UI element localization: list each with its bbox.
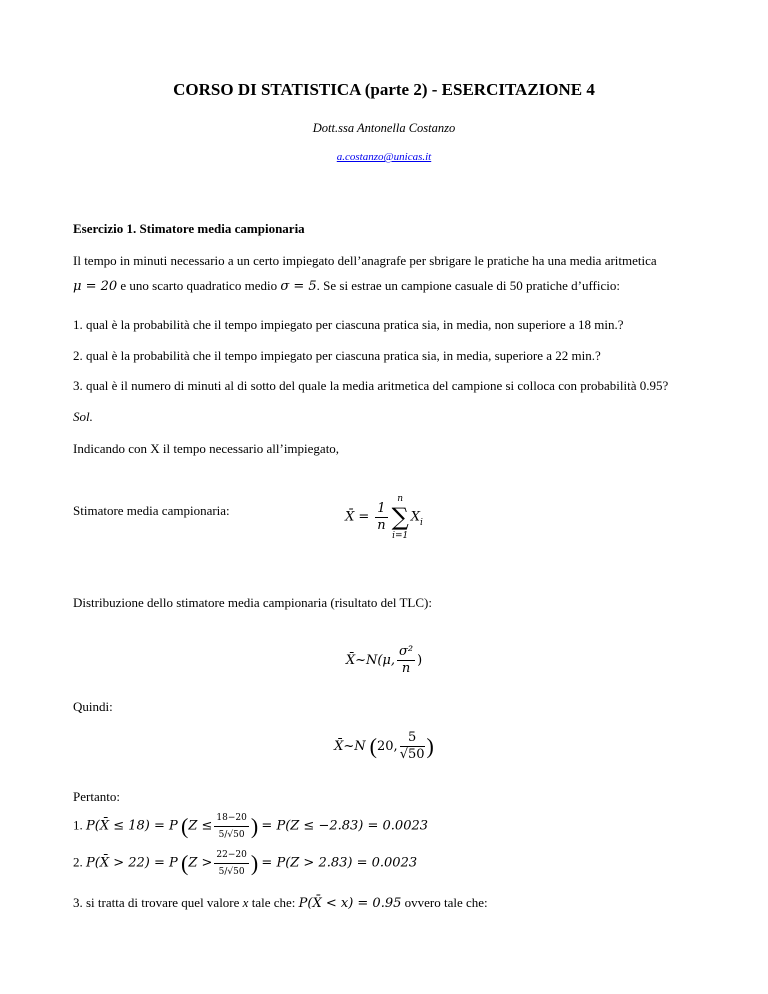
document-title: CORSO DI STATISTICA (parte 2) - ESERCITAZIONE 4 bbox=[173, 80, 595, 99]
result-1-prefix: 1. bbox=[73, 817, 86, 833]
result-1-fraction bbox=[214, 810, 248, 843]
fraction-denominator: 5/√50 bbox=[218, 830, 245, 840]
distribution-label: Distribuzione dello stimatore media campionaria (risultato del TLC): bbox=[73, 595, 432, 610]
result-3-end: ovvero tale che: bbox=[401, 895, 488, 910]
result-2-right: = P(Z > 2.83) = 0.0023 bbox=[261, 855, 418, 871]
one-over-n-fraction bbox=[375, 501, 387, 534]
sum-lower-limit: i=1 bbox=[392, 531, 409, 541]
result-3-text: 3. si tratta di trovare quel valore bbox=[73, 895, 243, 910]
distribution2-left: X̄~N bbox=[334, 739, 366, 755]
sigma2-over-n-fraction bbox=[397, 644, 415, 677]
sigma-value: σ = 5 bbox=[280, 279, 317, 294]
exercise-intro-line1: Il tempo in minuti necessario a un certo impiegato dell’anagrafe per sbrigare le pratiche ha una media aritmetica bbox=[73, 253, 657, 268]
right-paren: ) bbox=[426, 733, 434, 759]
fraction-numerator: 5 bbox=[400, 730, 425, 747]
left-paren: ( bbox=[181, 813, 189, 839]
distribution2-mean: 20, bbox=[377, 739, 398, 755]
question-2: 2. qual è la probabilità che il tempo impiegato per ciascuna pratica sia, in media, superiore a 22 min.? bbox=[73, 348, 601, 363]
estimator-label: Stimatore media campionaria: bbox=[73, 503, 230, 518]
summation bbox=[392, 492, 409, 542]
author-name: Dott.ssa Antonella Costanzo bbox=[312, 121, 456, 135]
fraction-denominator: 5/√50 bbox=[218, 867, 245, 877]
left-paren: ( bbox=[369, 733, 377, 759]
result-1-z: Z ≤ bbox=[188, 818, 213, 834]
author-email-link[interactable]: a.costanzo@unicas.it bbox=[336, 151, 432, 163]
right-paren: ) bbox=[250, 850, 259, 876]
fraction-denominator: n bbox=[401, 661, 411, 676]
fraction-numerator: 22−20 bbox=[214, 847, 248, 864]
result-1 bbox=[73, 810, 428, 843]
fraction-denominator: √50 bbox=[399, 747, 425, 762]
distribution-formula bbox=[0, 644, 768, 677]
solution-label: Sol. bbox=[73, 409, 93, 424]
question-1: 1. qual è la probabilità che il tempo impiegato per ciascuna pratica sia, in media, non superiore a 18 min.? bbox=[73, 317, 624, 332]
fraction-numerator: 18−20 bbox=[214, 810, 248, 827]
result-2-prefix: 2. bbox=[73, 854, 86, 870]
exercise-intro-line2 bbox=[73, 278, 620, 294]
result-3-math: P(X̄ < x) = 0.95 bbox=[298, 896, 402, 911]
result-3-mid: tale che: bbox=[248, 895, 299, 910]
five-over-sqrt50-fraction bbox=[400, 730, 425, 763]
distribution-right: ) bbox=[417, 653, 423, 669]
sum-symbol: ∑ bbox=[391, 503, 409, 531]
xi-subscript: i bbox=[419, 517, 423, 528]
result-1-left: P(X̄ ≤ 18) = P bbox=[86, 818, 178, 834]
result-3-x: x bbox=[242, 895, 249, 910]
result-2 bbox=[73, 847, 417, 880]
xbar-symbol: X̄ bbox=[345, 509, 355, 525]
equals-sign: = bbox=[358, 509, 370, 525]
fraction-numerator: 1 bbox=[377, 500, 386, 516]
exercise-heading: Esercizio 1. Stimatore media campionaria bbox=[73, 221, 305, 236]
question-3: 3. qual è il numero di minuti al di sotto del quale la media aritmetica del campione si colloca con probabilità 0.95? bbox=[73, 378, 669, 393]
quindi-label: Quindi: bbox=[73, 699, 113, 714]
intro-mid-text: e uno scarto quadratico medio bbox=[117, 278, 281, 293]
mu-value: μ = 20 bbox=[73, 279, 118, 294]
pertanto-label: Pertanto: bbox=[73, 789, 120, 804]
distribution-formula-numeric bbox=[0, 730, 768, 763]
xi-symbol: X bbox=[410, 509, 420, 525]
result-3 bbox=[73, 895, 488, 911]
solution-intro: Indicando con X il tempo necessario all’impiegato, bbox=[73, 441, 340, 456]
distribution-left: X̄~N(μ, bbox=[345, 653, 395, 669]
sum-upper-limit: n bbox=[397, 494, 404, 504]
result-1-right: = P(Z ≤ −2.83) = 0.0023 bbox=[261, 818, 429, 834]
result-2-fraction bbox=[214, 847, 248, 880]
right-paren: ) bbox=[250, 813, 259, 839]
result-2-left: P(X̄ > 22) = P bbox=[86, 855, 178, 871]
fraction-denominator: n bbox=[377, 517, 386, 533]
intro-end-text: . Se si estrae un campione casuale di 50 pratiche d’ufficio: bbox=[316, 278, 620, 293]
result-2-z: Z > bbox=[188, 855, 213, 871]
fraction-numerator: σ² bbox=[399, 644, 414, 659]
estimator-formula bbox=[0, 492, 768, 542]
left-paren: ( bbox=[181, 850, 189, 876]
